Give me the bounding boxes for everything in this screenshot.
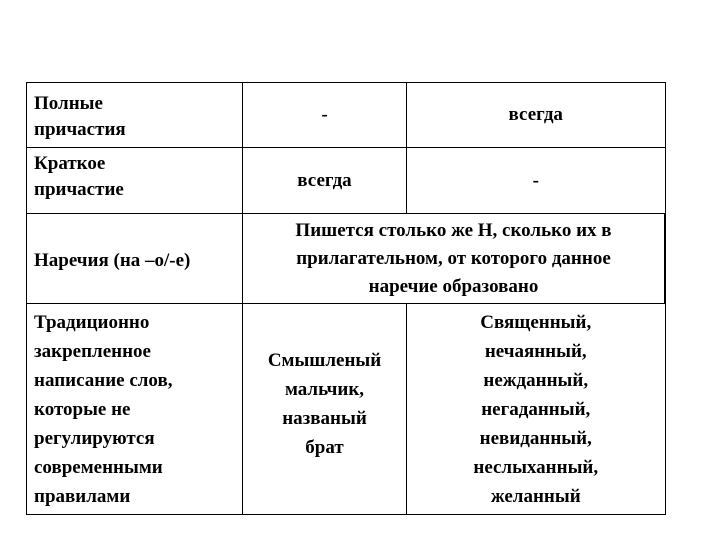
spelling-rules-table: [26, 82, 666, 515]
cell-value: -: [407, 148, 666, 214]
examples-cell: Смышленый мальчик, названый брат: [243, 304, 407, 515]
table-row: [27, 304, 666, 515]
merged-rule-cell: Пишется столько же Н, сколько их в прилагательном, от которого данное наречие образовано: [243, 214, 666, 304]
table-row: [27, 214, 666, 304]
cell-value: всегда: [407, 83, 666, 148]
table-row: [27, 148, 666, 214]
examples-cell: Священный, нечаянный, нежданный, негаданный, невиданный, неслыханный, желанный: [407, 304, 666, 515]
row-label-cell: Краткое причастие: [27, 148, 243, 214]
cell-value: всегда: [243, 148, 407, 214]
row-label-cell: Наречия (на –о/-е): [27, 214, 243, 304]
cell-value: -: [243, 83, 407, 148]
table-row: [27, 83, 666, 148]
row-label-cell: Традиционно закрепленное написание слов, которые не регулируются современными правилами: [27, 304, 243, 515]
row-label-cell: Полные причастия: [27, 83, 243, 148]
